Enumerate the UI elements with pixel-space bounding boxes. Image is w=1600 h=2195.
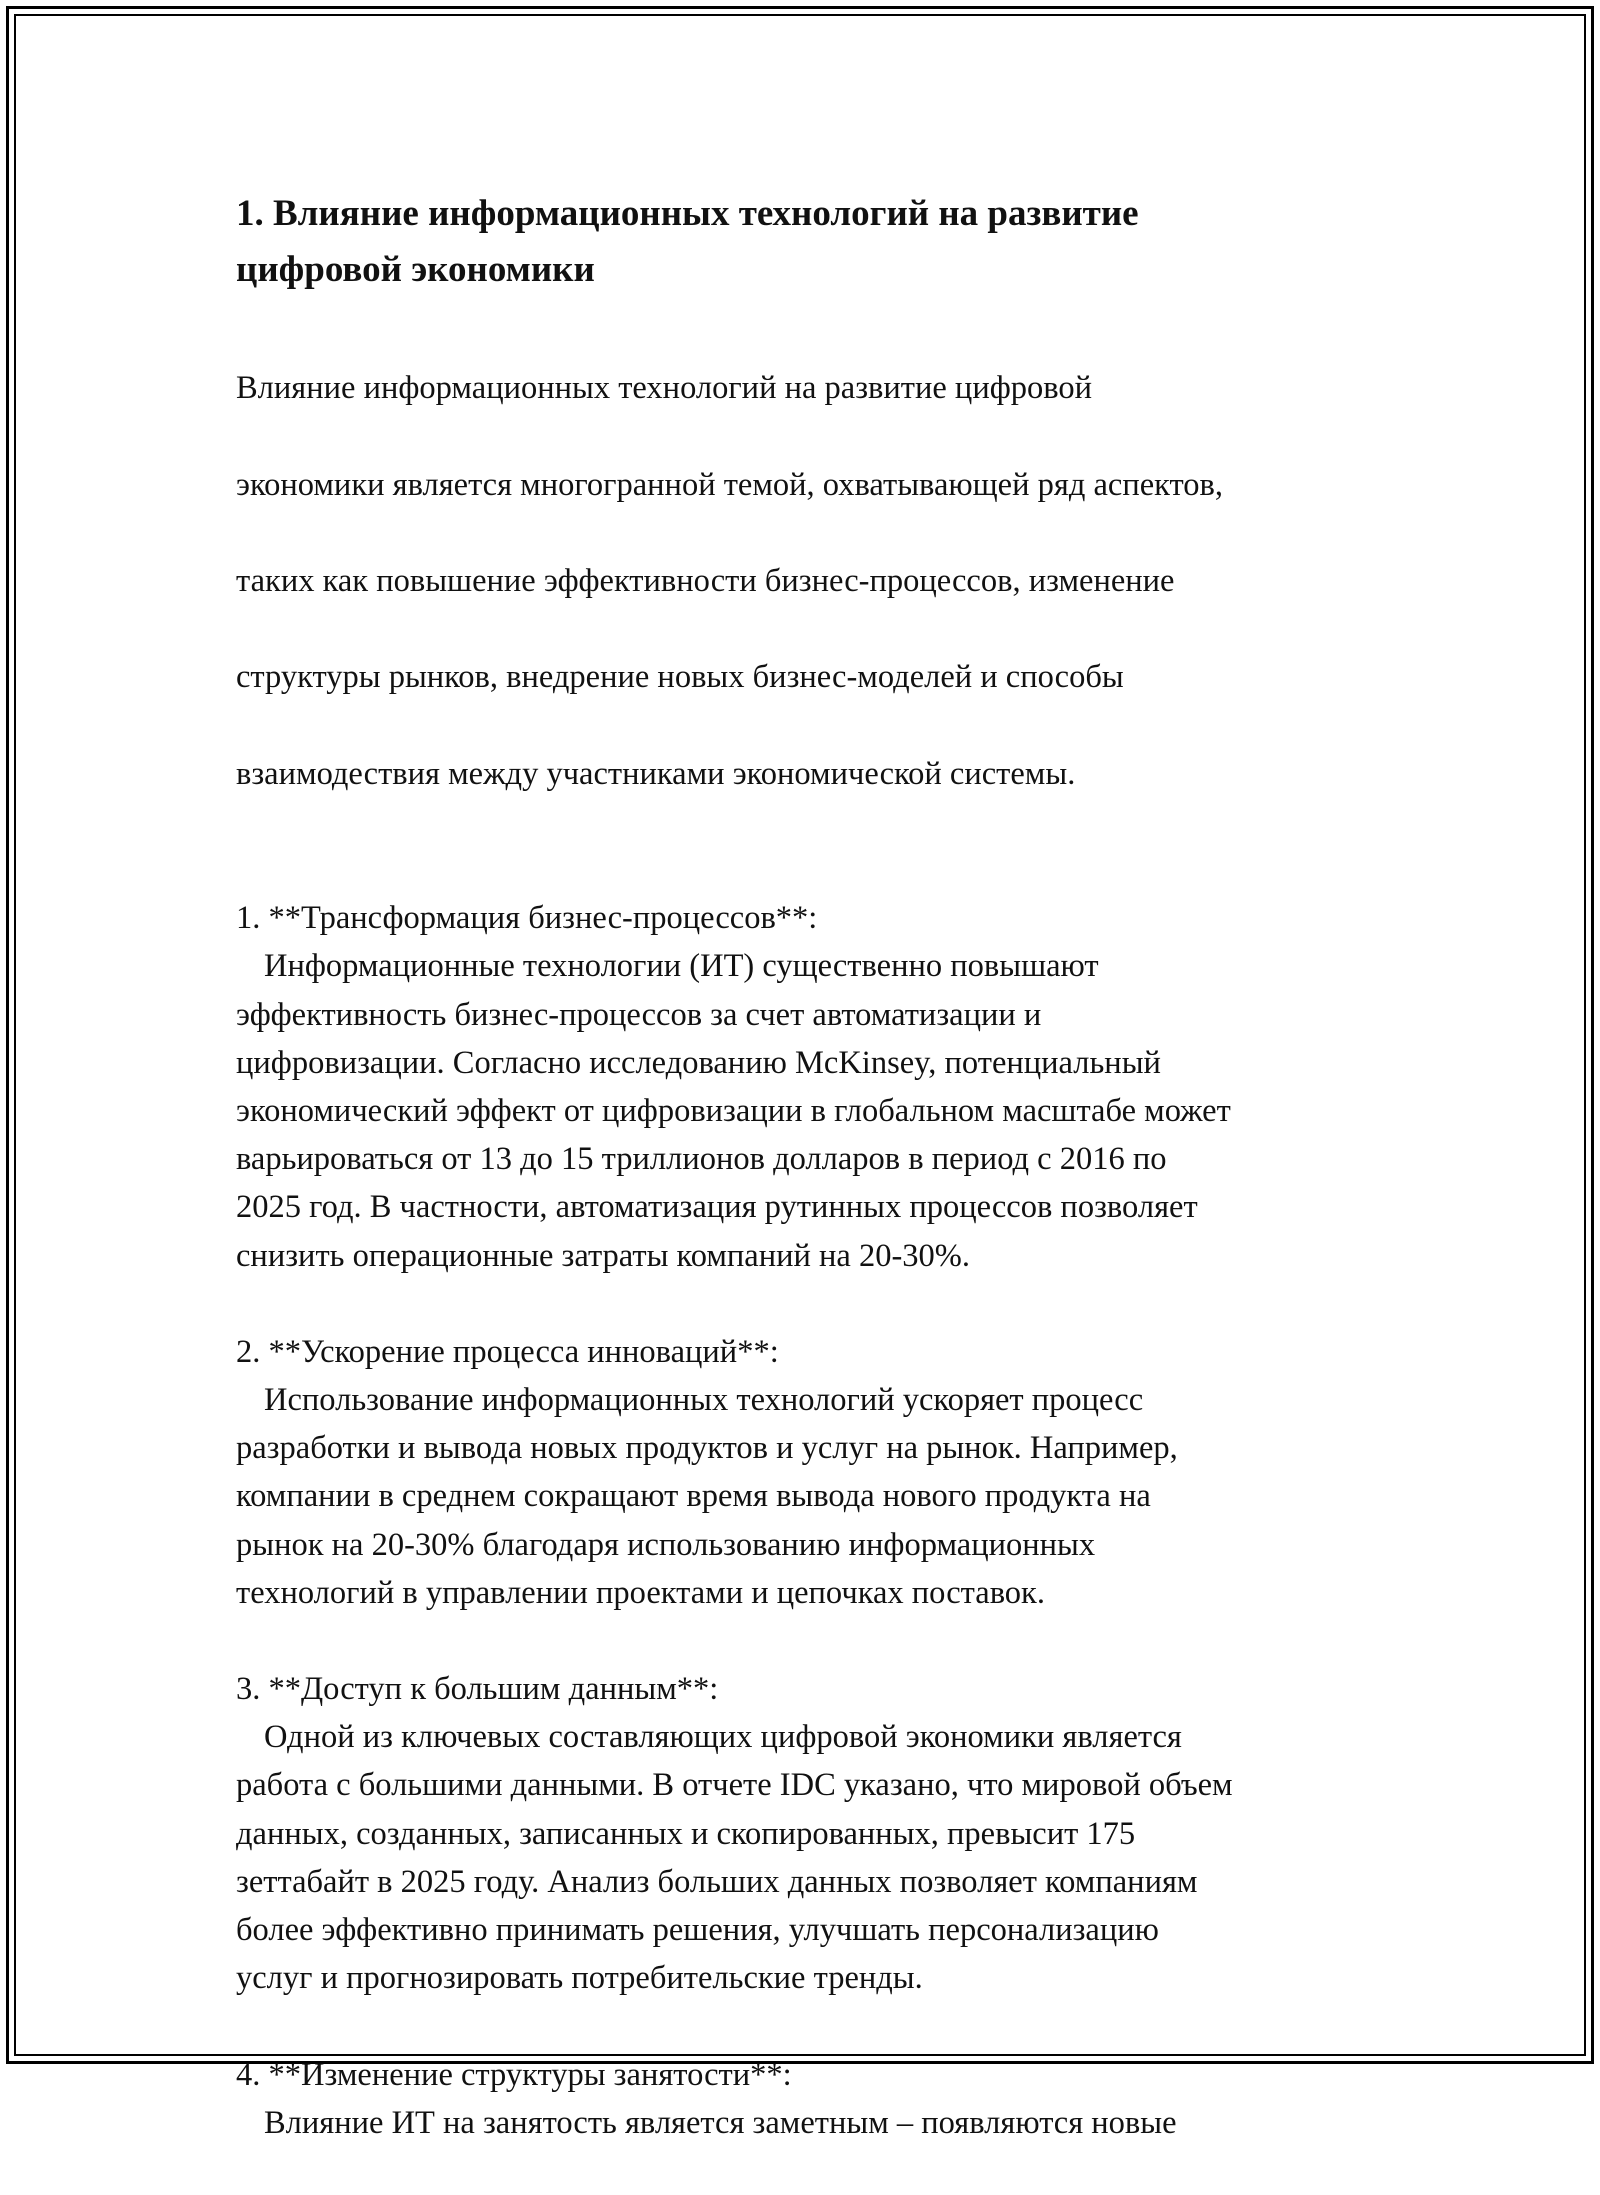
section-line: компании в среднем сокращают время вывода нового продукта на (236, 1478, 1151, 1515)
intro-line: Влияние информационных технологий на развитие цифровой (236, 370, 1093, 407)
intro-line: таких как повышение эффективности бизнес-процессов, изменение (236, 563, 1175, 600)
section-body (236, 1376, 1396, 1617)
section-line: цифровизации. Согласно исследованию McKinsey, потенциальный (236, 1044, 1161, 1081)
section-line: Использование информационных технологий ускоряет процесс (264, 1382, 1144, 1419)
section-employment (236, 2051, 1396, 2147)
section-heading: 2. **Ускорение процесса инноваций**: (236, 1333, 779, 1370)
section-heading: 1. **Трансформация бизнес-процессов**: (236, 900, 818, 937)
section-innovation (236, 1328, 1396, 1617)
section-heading: 4. **Изменение структуры занятости**: (236, 2056, 792, 2093)
section-line: работа с большими данными. В отчете IDC указано, что мировой объем (236, 1767, 1233, 1804)
section-line: экономический эффект от цифровизации в глобальном масштабе может (236, 1093, 1231, 1130)
section-body (236, 942, 1396, 1279)
section-body (236, 1713, 1396, 2002)
section-body (236, 2099, 1396, 2147)
section-big-data (236, 1665, 1396, 2002)
section-line: 2025 год. В частности, автоматизация рутинных процессов позволяет (236, 1189, 1198, 1226)
section-line: варьироваться от 13 до 15 триллионов долларов в период с 2016 по (236, 1141, 1167, 1178)
document-title (236, 186, 1396, 298)
section-line: услуг и прогнозировать потребительские тренды. (236, 1960, 923, 1997)
intro-line: структуры рынков, внедрение новых бизнес-моделей и способы (236, 659, 1124, 696)
section-business-processes (236, 894, 1396, 1280)
section-line: Одной из ключевых составляющих цифровой экономики является (264, 1719, 1182, 1756)
intro-line: взаимодествия между участниками экономической системы. (236, 755, 1076, 792)
section-line: снизить операционные затраты компаний на 20-30%. (236, 1237, 970, 1274)
section-line: Влияние ИТ на занятость является заметным – появляются новые (264, 2104, 1177, 2141)
section-line: технологий в управлении проектами и цепочках поставок. (236, 1574, 1045, 1611)
title-line: 1. Влияние информационных технологий на развитие (236, 193, 1139, 234)
intro-line: экономики является многогранной темой, охватывающей ряд аспектов, (236, 466, 1224, 503)
section-line: рынок на 20-30% благодаря использованию информационных (236, 1526, 1096, 1563)
document-body (236, 186, 1396, 2195)
title-line: цифровой экономики (236, 249, 595, 290)
section-line: разработки и вывода новых продуктов и услуг на рынок. Например, (236, 1430, 1178, 1467)
intro-paragraph (236, 316, 1396, 846)
section-line: зеттабайт в 2025 году. Анализ больших данных позволяет компаниям (236, 1863, 1198, 1900)
section-heading: 3. **Доступ к большим данным**: (236, 1671, 719, 1708)
section-line: Информационные технологии (ИТ) существенно повышают (264, 948, 1099, 985)
section-line: данных, созданных, записанных и скопированных, превысит 175 (236, 1815, 1136, 1852)
section-line: эффективность бизнес-процессов за счет автоматизации и (236, 996, 1042, 1033)
section-line: более эффективно принимать решения, улучшать персонализацию (236, 1912, 1159, 1949)
